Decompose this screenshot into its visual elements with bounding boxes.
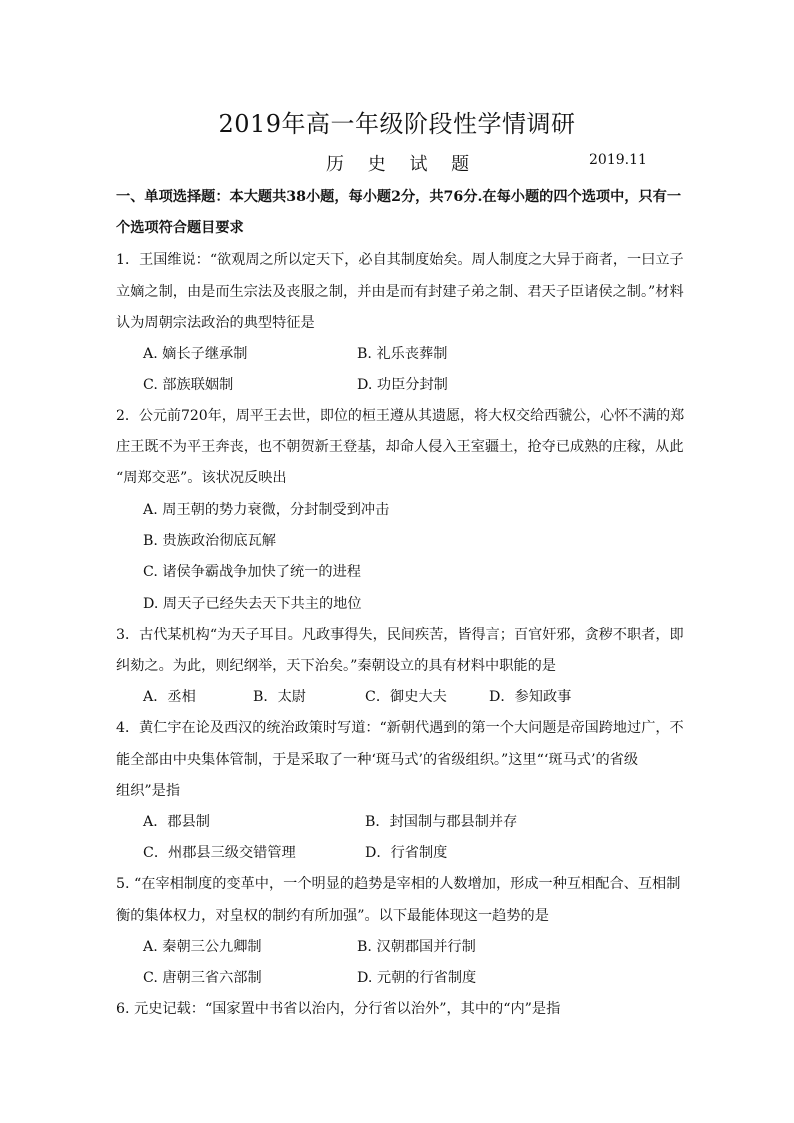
- question-2-text-line-3: “周郑交恶”。该状况反映出: [116, 470, 287, 486]
- question-3-option-a: A．丞相: [143, 689, 196, 705]
- question-4-text-line-3: 组织”是指: [116, 783, 181, 799]
- question-3-option-b: B．太尉: [253, 689, 306, 705]
- question-5-option-b: B. 汉朝郡国并行制: [357, 939, 476, 955]
- question-4-option-a: A．郡县制: [143, 814, 210, 830]
- question-5-option-d: D. 元朝的行省制度: [357, 970, 477, 986]
- question-4-text-line-1: 4．黄仁宇在论及西汉的统治政策时写道：“新朝代遇到的第一个大问题是帝国跨地过广，不: [116, 720, 684, 736]
- question-4-text-line-2: 能全部由中央集体管制，于是采取了一种‘斑马式’的省级组织。”这里“‘斑马式’的省级: [116, 752, 639, 768]
- question-1-option-c: C. 部族联姻制: [143, 377, 234, 393]
- section-heading-line-1: 一、单项选择题：本大题共38小题，每小题2分，共76分.在每小题的四个选项中，只有一: [116, 189, 682, 205]
- question-1-text-line-2: 立嫡之制，由是而生宗法及丧服之制，并由是而有封建子弟之制、君天子臣诸侯之制。”材料: [116, 284, 684, 300]
- question-3-option-d: D．参知政事: [489, 689, 572, 705]
- question-5-option-a: A. 秦朝三公九卿制: [143, 939, 262, 955]
- question-2-text-line-2: 庄王既不为平王奔丧，也不朝贺新王登基，却命人侵入王室疆土，抢夺已成熟的庄稼，从此: [116, 439, 684, 455]
- exam-date: 2019.11: [589, 152, 647, 168]
- exam-subject: 历 史 试 题: [326, 154, 479, 175]
- question-3-text-line-2: 纠劾之。为此，则纪纲举，天下治矣。”秦朝设立的具有材料中职能的是: [116, 658, 556, 674]
- question-3-option-c: C．御史大夫: [365, 689, 447, 705]
- question-2-option-b: B. 贵族政治彻底瓦解: [143, 533, 276, 549]
- question-2-option-a: A. 周王朝的势力衰微，分封制受到冲击: [143, 502, 390, 518]
- question-6-text-line-1: 6. 元史记载：“国家置中书省以治内，分行省以治外”，其中的“内”是指: [116, 1001, 561, 1017]
- question-4-option-b: B．封国制与郡县制并存: [365, 814, 518, 830]
- question-5-option-c: C. 唐朝三省六部制: [143, 970, 262, 986]
- question-3-text-line-1: 3．古代某机构“为天子耳目。凡政事得失，民间疾苦，皆得言；百官奸邪，贪秽不职者，即: [116, 627, 684, 643]
- question-1-text-line-3: 认为周朝宗法政治的典型特征是: [116, 315, 315, 331]
- question-1-option-b: B. 礼乐丧葬制: [357, 346, 448, 362]
- question-2-option-d: D. 周天子已经失去天下共主的地位: [143, 596, 362, 612]
- question-5-text-line-2: 衡的集体权力，对皇权的制约有所加强”。以下最能体现这一趋势的是: [116, 908, 549, 924]
- question-2-text-line-1: 2．公元前720年，周平王去世，即位的桓王遵从其遗愿，将大权交给西虢公，心怀不满的郑: [116, 408, 685, 424]
- exam-title: 2019年高一年级阶段性学情调研: [218, 110, 576, 138]
- question-5-text-line-1: 5. “在宰相制度的变革中，一个明显的趋势是宰相的人数增加，形成一种互相配合、互相制: [116, 876, 681, 892]
- question-2-option-c: C. 诸侯争霸战争加快了统一的进程: [143, 564, 361, 580]
- question-4-option-d: D．行省制度: [365, 845, 448, 861]
- question-1-text-line-1: 1．王国维说：“欲观周之所以定天下，必自其制度始矣。周人制度之大异于商者，一曰立子: [116, 252, 684, 268]
- question-4-option-c: C．州郡县三级交错管理: [143, 845, 296, 861]
- question-1-option-a: A. 嫡长子继承制: [143, 346, 248, 362]
- section-heading-line-2: 个选项符合题目要求: [116, 220, 244, 236]
- question-1-option-d: D. 功臣分封制: [357, 377, 448, 393]
